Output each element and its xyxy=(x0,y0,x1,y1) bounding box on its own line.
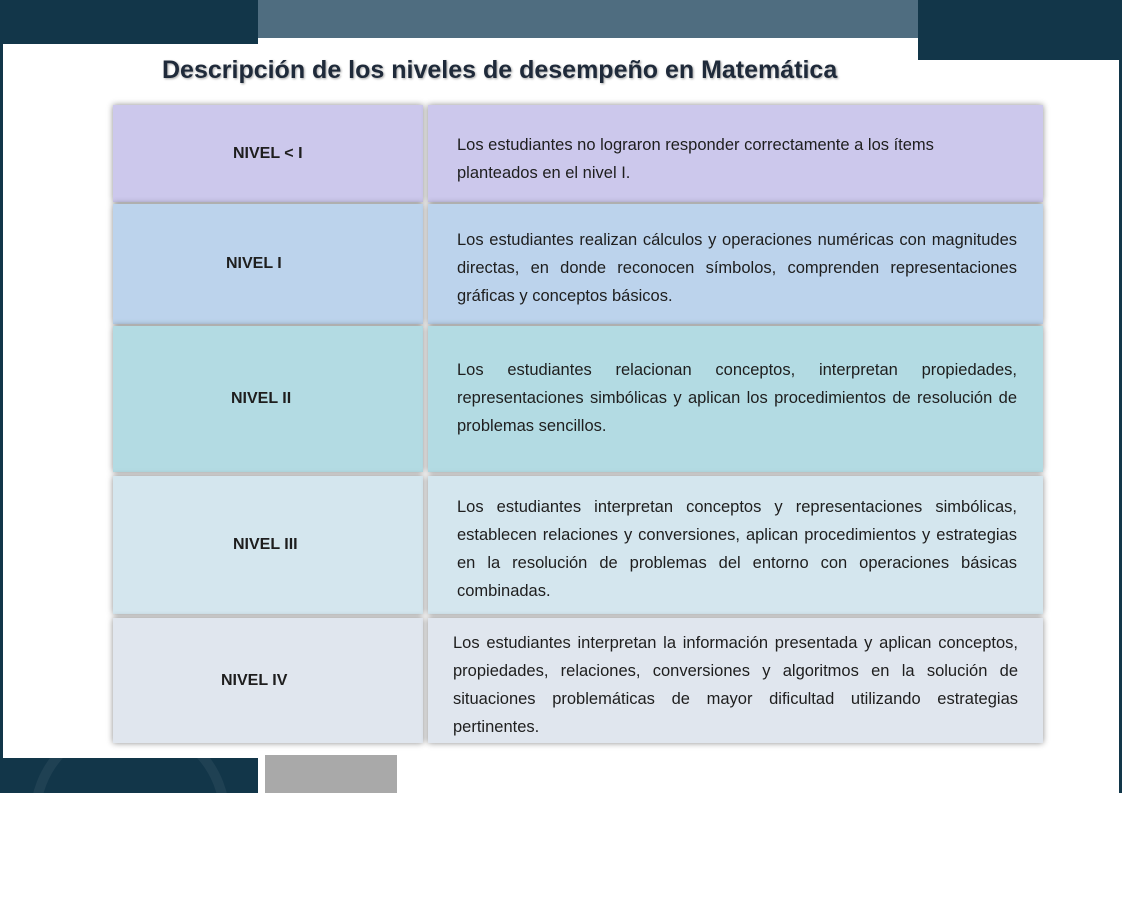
level-label: NIVEL IV xyxy=(221,671,288,689)
frame-bar-top-middle xyxy=(258,0,918,38)
level-description: Los estudiantes relacionan conceptos, interpretan propiedades, representaciones simbólicas y aplican los procedimientos de resolución de problemas sencillos. xyxy=(457,361,1017,435)
level-description-cell xyxy=(428,618,1043,743)
level-description-cell xyxy=(428,204,1043,324)
level-description-cell xyxy=(428,326,1043,472)
level-label: NIVEL < I xyxy=(233,144,303,162)
frame-bar-top-right xyxy=(918,0,1122,60)
level-label-cell xyxy=(113,618,423,743)
frame-bar-bottom-middle xyxy=(265,755,397,793)
level-description: Los estudiantes realizan cálculos y operaciones numéricas con magnitudes directas, en donde reconocen símbolos, comprenden representaciones gráficas y conceptos básicos. xyxy=(457,231,1017,305)
level-description: Los estudiantes interpretan conceptos y representaciones simbólicas, establecen relaciones y conversiones, aplican procedimientos y estrategias en la resolución de problemas del entorno con operaciones básicas combinadas. xyxy=(457,498,1017,600)
level-label: NIVEL III xyxy=(233,536,298,553)
level-description: Los estudiantes no lograron responder correctamente a los ítems planteados en el nivel I. xyxy=(457,136,934,182)
page-title: Descripción de los niveles de desempeño en Matemática xyxy=(162,56,838,84)
level-label-cell xyxy=(113,476,423,614)
level-description-cell xyxy=(428,105,1043,202)
level-description: Los estudiantes interpretan la información presentada y aplican conceptos, propiedades, relaciones, conversiones y algoritmos en la solución de situaciones problemáticas de mayor dificultad utilizando estrategias pertinentes. xyxy=(453,634,1018,736)
frame-bar-top-left xyxy=(0,0,258,44)
level-description-cell xyxy=(428,476,1043,614)
level-label: NIVEL I xyxy=(226,255,282,272)
level-label: NIVEL II xyxy=(231,390,292,407)
level-label-cell xyxy=(113,204,423,324)
level-label-cell xyxy=(113,326,423,472)
level-label-cell xyxy=(113,105,423,202)
frame-bar-bottom-left xyxy=(0,758,258,793)
frame-bar-left xyxy=(0,44,3,793)
